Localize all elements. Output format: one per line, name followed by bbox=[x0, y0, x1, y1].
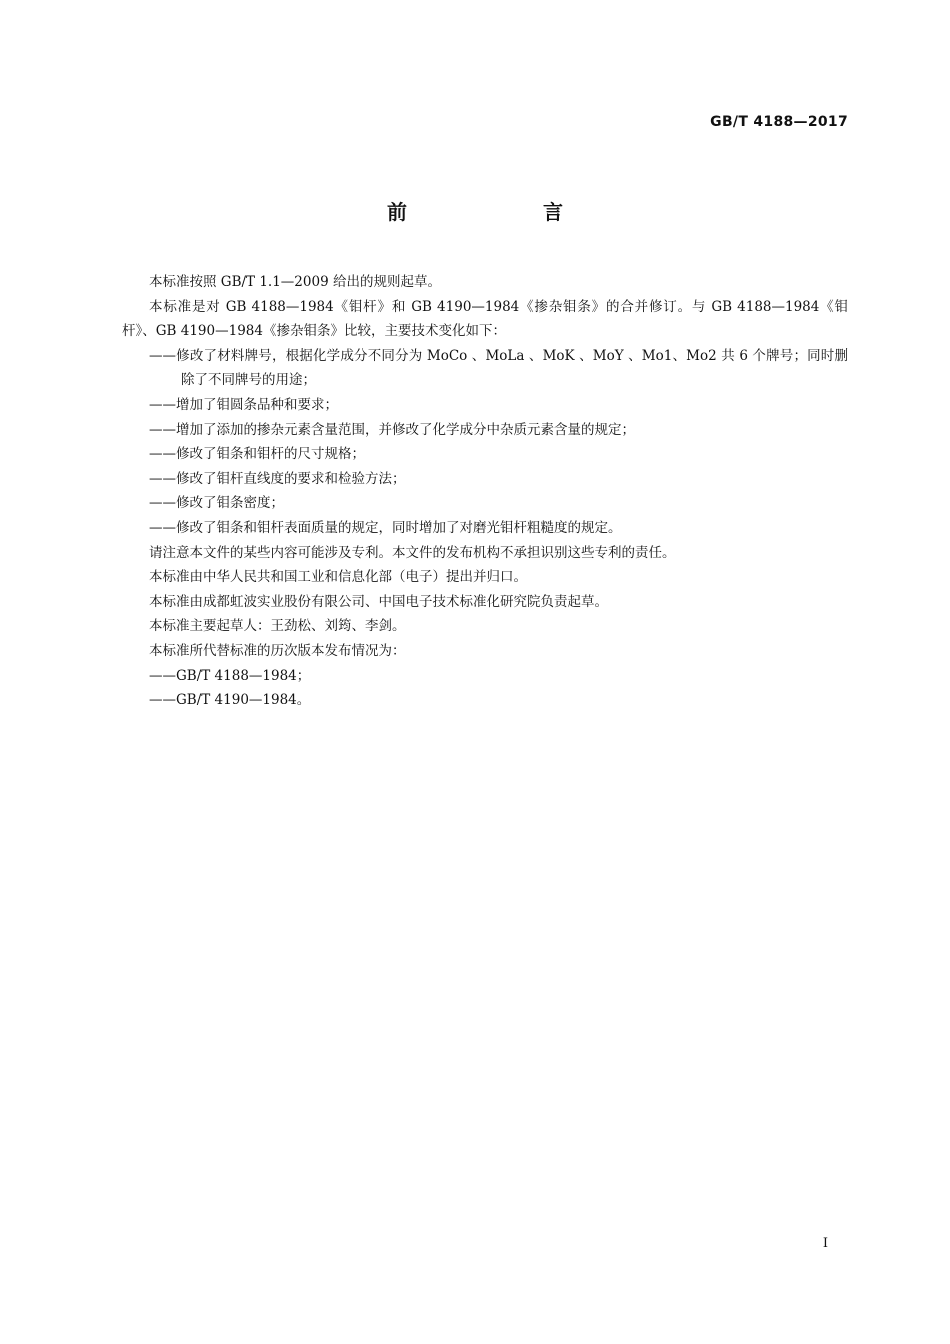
list-item: ——修改了钼杆直线度的要求和检验方法； bbox=[149, 470, 406, 487]
previous-edition-item: ——GB/T 4188—1984； bbox=[149, 667, 311, 684]
list-item: ——修改了钼条和钼杆的尺寸规格； bbox=[149, 446, 365, 463]
standard-number: GB/T 4188—2017 bbox=[710, 114, 848, 130]
page-title: 前 言 bbox=[387, 200, 621, 224]
list-item: ——修改了材料牌号，根据化学成分不同分为 MoCo 、MoLa 、MoK 、MoY 、Mo1、Mo2 共 6 个牌号；同时删除了不同牌号的用途； bbox=[149, 347, 848, 389]
paragraph-drafters: 本标准主要起草人：王劲松、刘筠、李剑。 bbox=[149, 618, 406, 635]
foreword-body bbox=[122, 270, 848, 713]
page-number: I bbox=[822, 1236, 828, 1251]
paragraph-patent-notice: 请注意本文件的某些内容可能涉及专利。本文件的发布机构不承担识别这些专利的责任。 bbox=[149, 544, 676, 561]
paragraph-revision-summary: 本标准是对 GB 4188—1984《钼杆》和 GB 4190—1984《掺杂钼条》的合并修订。与 GB 4188—1984《钼杆》、GB 4190—1984《掺杂钼条》比较，主要技术变化如下： bbox=[122, 298, 848, 340]
list-item: ——修改了钼条和钼杆表面质量的规定，同时增加了对磨光钼杆粗糙度的规定。 bbox=[149, 519, 622, 536]
paragraph-previous-editions: 本标准所代替标准的历次版本发布情况为： bbox=[149, 642, 406, 659]
paragraph-drafting-organizations: 本标准由成都虹波实业股份有限公司、中国电子技术标准化研究院负责起草。 bbox=[149, 593, 608, 610]
previous-edition-item: ——GB/T 4190—1984。 bbox=[149, 692, 311, 709]
list-item: ——修改了钼条密度； bbox=[149, 495, 284, 512]
list-item: ——增加了钼圆条品种和要求； bbox=[149, 396, 338, 413]
list-item: ——增加了添加的掺杂元素含量范围，并修改了化学成分中杂质元素含量的规定； bbox=[149, 421, 635, 438]
paragraph-drafting-rules: 本标准按照 GB/T 1.1—2009 给出的规则起草。 bbox=[149, 274, 441, 290]
paragraph-proposer: 本标准由中华人民共和国工业和信息化部（电子）提出并归口。 bbox=[149, 569, 527, 586]
